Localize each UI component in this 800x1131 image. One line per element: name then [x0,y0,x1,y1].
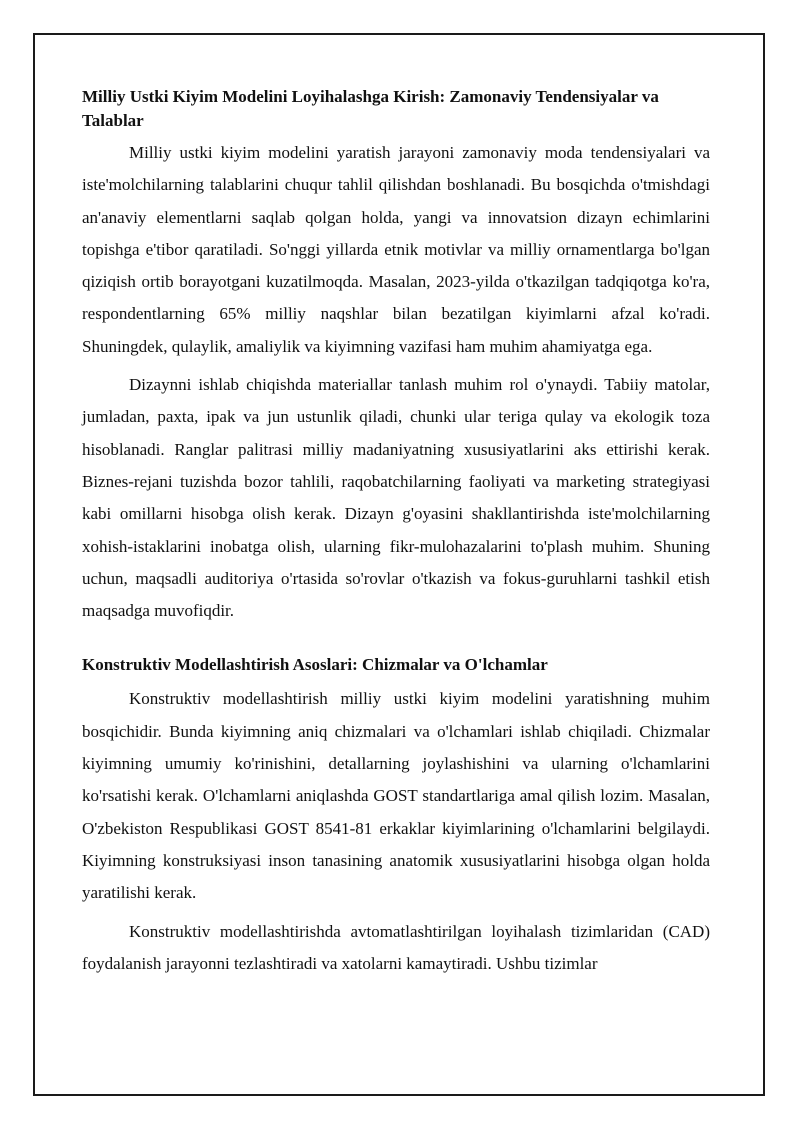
paragraph: Dizaynni ishlab chiqishda materiallar tanlash muhim rol o'ynaydi. Tabiiy matolar, jumladan, paxta, ipak va jun ustunlik qiladi, chunki ular teriga qulay va ekologik toza hisoblanadi. Ranglar palitrasi milliy madaniyatning xususiyatlarini aks ettirishi kerak. Biznes-rejani tuzishda bozor tahlili, raqobatchilarning faoliyati va marketing strategiyasi kabi omillarni hisobga olish kerak. Dizayn g'oyasini shakllantirishda iste'molchilarning xohish-istaklarini inobatga olish, ularning fikr-mulohazalarini to'plash muhim. Shuning uchun, maqsadli auditoriya o'rtasida so'rovlar o'tkazish va fokus-guruhlarni tashkil etish maqsadga muvofiqdir. [82,375,710,621]
paragraph: Milliy ustki kiyim modelini yaratish jarayoni zamonaviy moda tendensiyalari va iste'molchilarning talablarini chuqur tahlil qilishdan boshlanadi. Bu bosqichda o'tmishdagi an'anaviy elementlarni saqlab qolgan holda, yangi va innovatsion dizayn echimlarini topishga e'tibor qaratiladi. So'nggi yillarda etnik motivlar va milliy ornamentlarga bo'lgan qiziqish ortib borayotgani kuzatilmoqda. Masalan, 2023-yilda o'tkazilgan tadqiqotga ko'ra, respondentlarning 65% milliy naqshlar bilan bezatilgan kiyimlarni afzal ko'radi. Shuningdek, qulaylik, amaliylik va kiyimning vazifasi ham muhim ahamiyatga ega. [82,143,710,356]
paragraph: Konstruktiv modellashtirish milliy ustki kiyim modelini yaratishning muhim bosqichidir. Bunda kiyimning aniq chizmalari va o'lchamlari ishlab chiqiladi. Chizmalar kiyimning umumiy ko'rinishini, detallarning joylashishini va ularning o'lchamlarini ko'rsatishi kerak. O'lchamlarni aniqlashda GOST standartlariga amal qilish lozim. Masalan, O'zbekiston Respublikasi GOST 8541-81 erkaklar kiyimlarining o'lchamlarini belgilaydi. Kiyimning konstruksiyasi inson tanasining anatomik xususiyatlarini hisobga olgan holda yaratilishi kerak. [82,689,710,903]
section-heading-intro: Milliy Ustki Kiyim Modelini Loyihalashga Kirish: Zamonaviy Tendensiyalar va Talablar [82,87,659,130]
paragraph: Konstruktiv modellashtirishda avtomatlashtirilgan loyihalash tizimlaridan (CAD) foydalanish jarayonni tezlashtiradi va xatolarni kamaytiradi. Ushbu tizimlar [82,921,710,973]
document-body [82,85,710,980]
section-heading-construction: Konstruktiv Modellashtirish Asoslari: Chizmalar va O'lchamlar [82,655,548,675]
